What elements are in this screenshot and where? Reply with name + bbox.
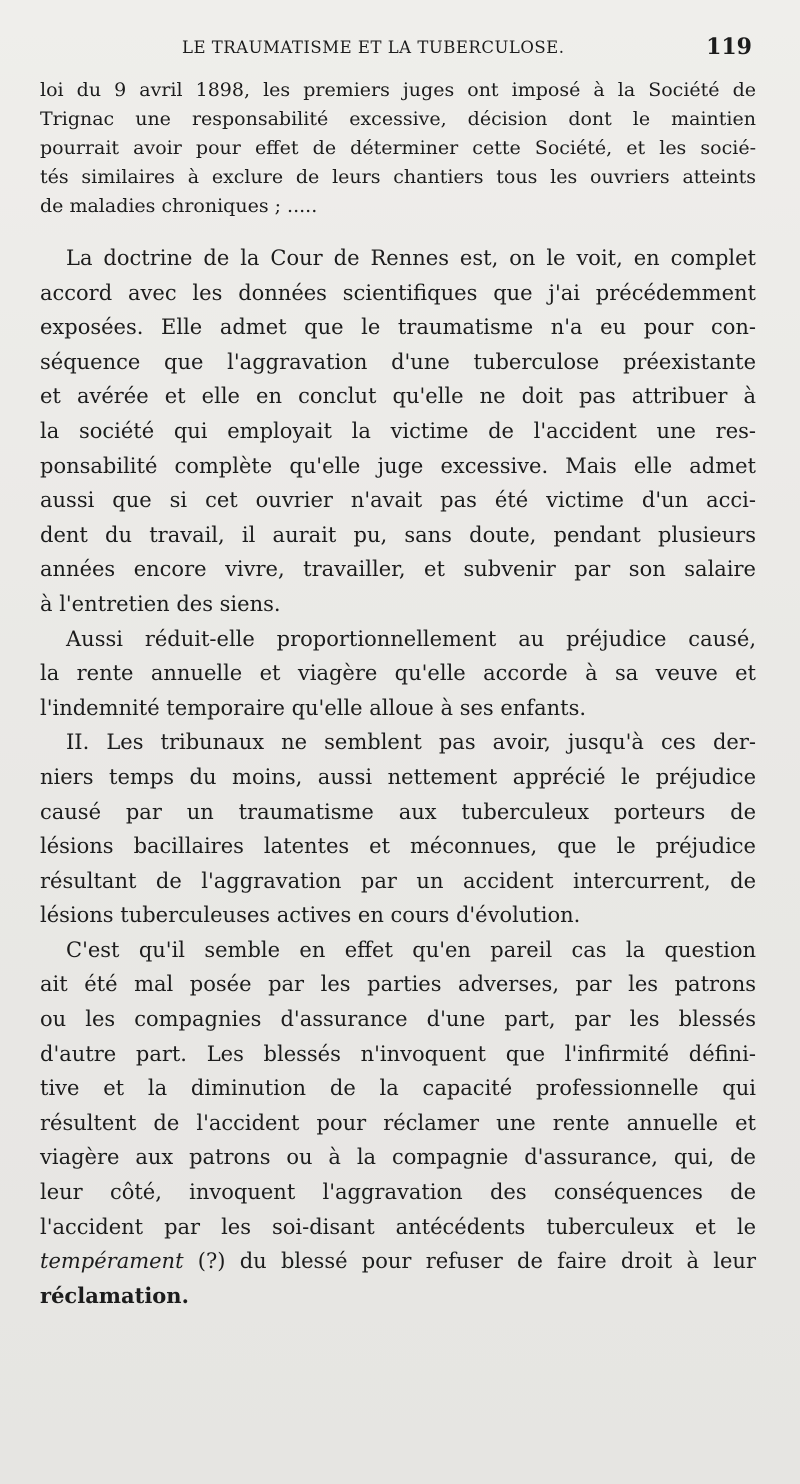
paragraph-3 (40, 622, 756, 726)
text-fragment: (?) du blessé pour refuser de faire droit à leur (183, 1249, 756, 1274)
italic-word: tempérament (40, 1249, 184, 1274)
text-line: résultant de l'aggravation par un accident intercurrent, de (40, 868, 756, 893)
text-line: accord avec les données scientifiques que j'ai précédemment (40, 280, 756, 305)
text-line: ait été mal posée par les parties adverses, par les patrons (40, 972, 756, 997)
paragraph-5 (40, 933, 756, 1314)
text-line: II. Les tribunaux ne semblent pas avoir, jusqu'à ces der- (66, 730, 756, 755)
paragraph-1 (40, 76, 756, 221)
text-line: aussi que si cet ouvrier n'avait pas été victime d'un acci- (40, 488, 756, 513)
text-line: C'est qu'il semble en effet qu'en pareil cas la question (66, 937, 756, 962)
text-line: lésions tuberculeuses actives en cours d'évolution. (40, 903, 581, 928)
paragraph-4 (40, 725, 756, 933)
text-line: réclamation. (40, 1282, 189, 1308)
text-line: la rente annuelle et viagère qu'elle accorde à sa veuve et (40, 661, 756, 686)
text-line: années encore vivre, travailler, et subvenir par son salaire (40, 557, 756, 582)
running-head (40, 36, 754, 62)
text-line: Trignac une responsabilité excessive, décision dont le maintien (40, 108, 756, 130)
text-line: de maladies chroniques ; ..... (40, 195, 318, 217)
text-line: tive et la diminution de la capacité professionnelle qui (40, 1076, 756, 1101)
paragraph-2 (40, 241, 756, 622)
text-line: et avérée et elle en conclut qu'elle ne doit pas attribuer à (40, 384, 756, 409)
text-line: viagère aux patrons ou à la compagnie d'assurance, qui, de (40, 1145, 756, 1170)
page-number: 119 (706, 34, 752, 60)
text-line: La doctrine de la Cour de Rennes est, on le voit, en complet (66, 246, 756, 270)
text-line: pourrait avoir pour effet de déterminer cette Société, et les socié- (40, 137, 756, 159)
text-line: d'autre part. Les blessés n'invoquent que l'infirmité défini- (40, 1041, 756, 1066)
text-line: ponsabilité complète qu'elle juge excessive. Mais elle admet (40, 453, 756, 478)
text-line: lésions bacillaires latentes et méconnues, que le préjudice (40, 834, 756, 859)
running-head-title: LE TRAUMATISME ET LA TUBERCULOSE. (182, 38, 565, 57)
text-line: niers temps du moins, aussi nettement apprécié le préjudice (40, 764, 756, 789)
text-line: loi du 9 avril 1898, les premiers juges ont imposé à la Société de (40, 79, 756, 101)
body-text (40, 76, 756, 1313)
text-line: résultent de l'accident pour réclamer une rente annuelle et (40, 1110, 756, 1135)
text-line: séquence que l'aggravation d'une tuberculose préexistante (40, 349, 756, 374)
text-line: ou les compagnies d'assurance d'une part, par les blessés (40, 1007, 756, 1032)
text-line: Aussi réduit-elle proportionnellement au préjudice causé, (66, 626, 756, 651)
text-line: la société qui employait la victime de l'accident une res- (40, 418, 756, 443)
text-line: l'indemnité temporaire qu'elle alloue à ses enfants. (40, 695, 587, 720)
text-line: tés similaires à exclure de leurs chantiers tous les ouvriers atteints (40, 166, 756, 188)
text-line: leur côté, invoquent l'aggravation des conséquences de (40, 1180, 756, 1205)
text-line: dent du travail, il aurait pu, sans doute, pendant plusieurs (40, 522, 756, 547)
text-line (40, 1244, 756, 1279)
text-line: l'accident par les soi-disant antécédents tuberculeux et le (40, 1214, 756, 1239)
text-line: exposées. Elle admet que le traumatisme n'a eu pour con- (40, 315, 756, 340)
text-line: à l'entretien des siens. (40, 591, 281, 616)
text-line: causé par un traumatisme aux tuberculeux porteurs de (40, 799, 756, 824)
